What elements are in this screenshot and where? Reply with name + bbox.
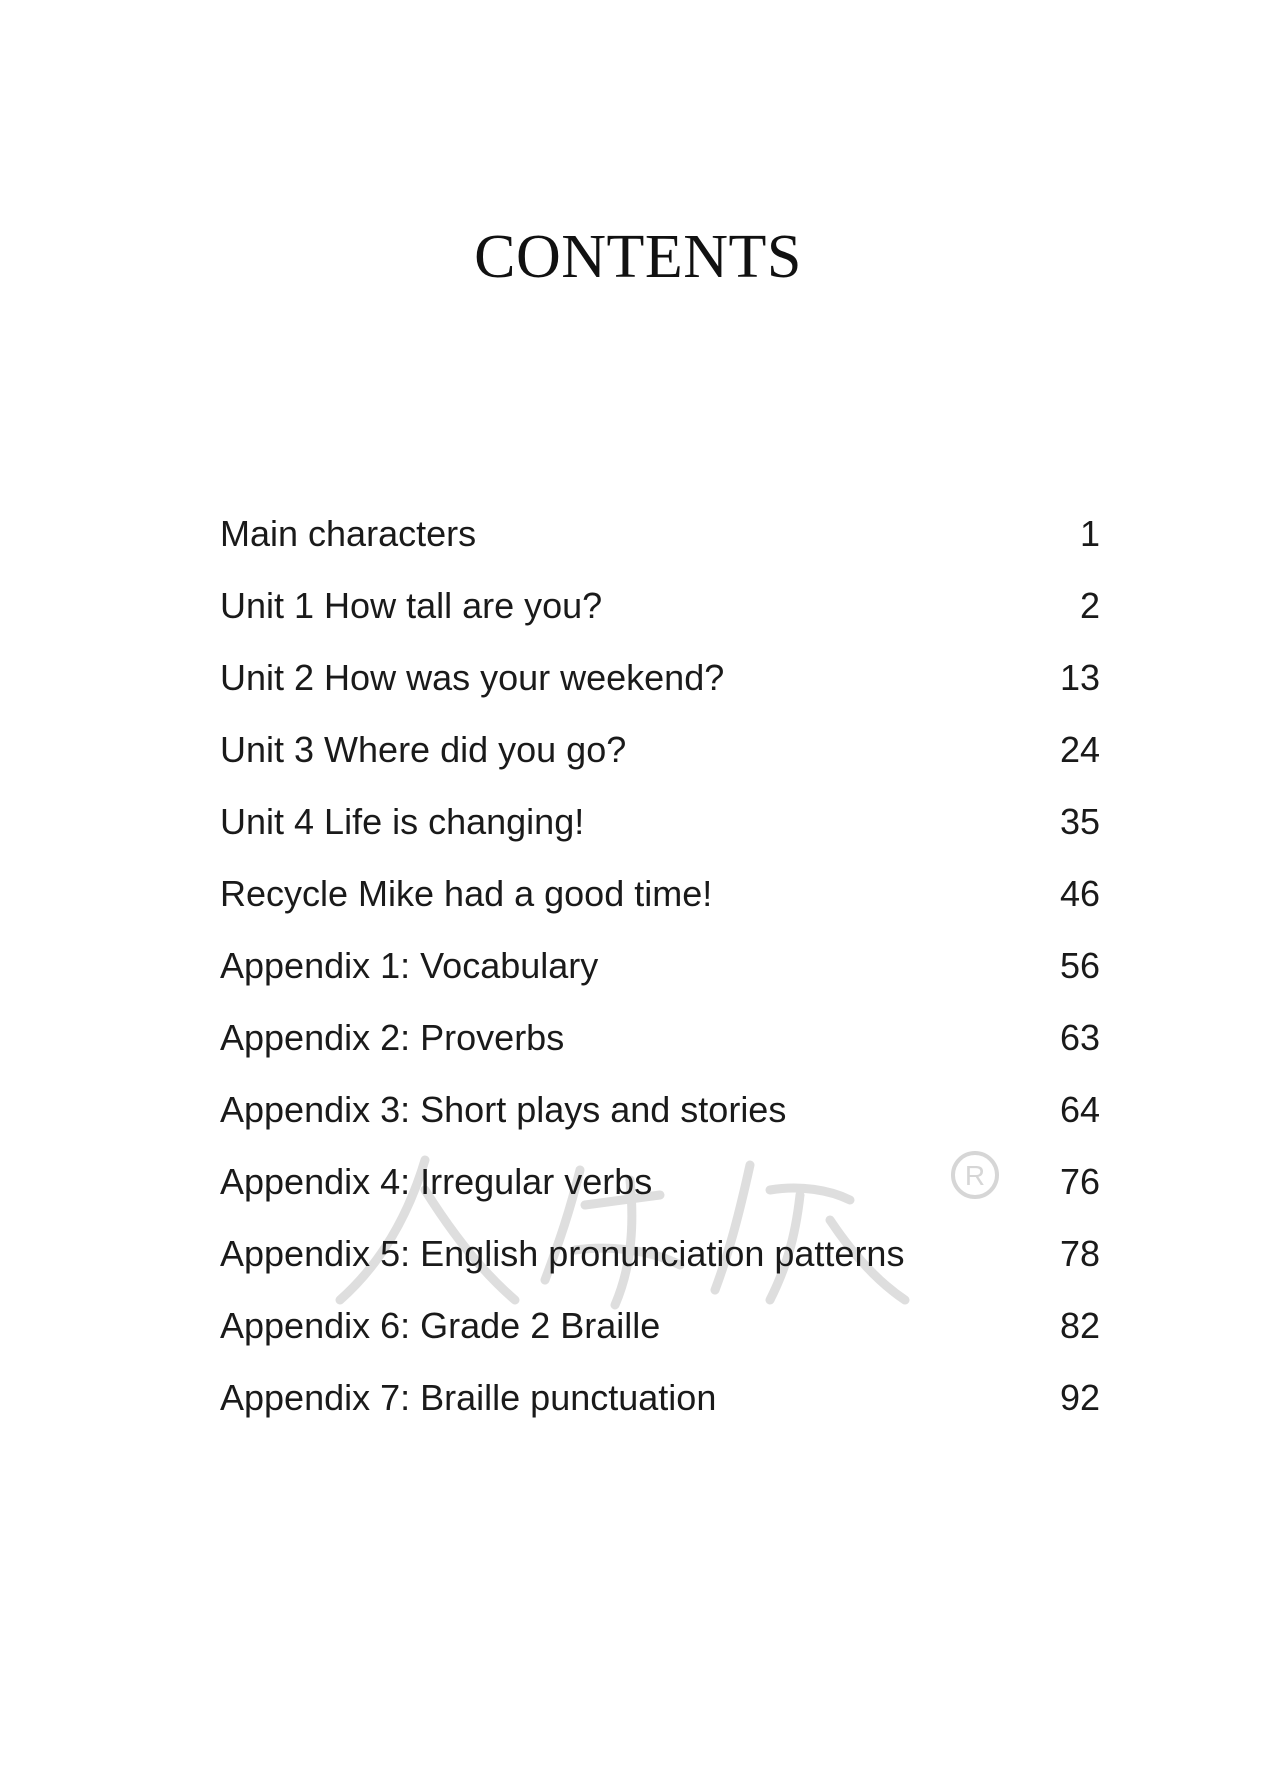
toc-entry-label: Appendix 2: Proverbs [220, 1017, 565, 1058]
toc-entry-appendix-7[interactable] [220, 1362, 1100, 1434]
toc-entry-page: 35 [1059, 801, 1100, 842]
toc-entry-label: Recycle Mike had a good time! [220, 873, 713, 914]
toc-entry-unit-2[interactable] [220, 642, 1100, 714]
toc-entry-page: 78 [1059, 1233, 1100, 1274]
svg-text:R: R [964, 1160, 986, 1191]
toc-entry-label: Appendix 7: Braille punctuation [220, 1377, 717, 1418]
toc-entry-unit-1[interactable] [220, 570, 1100, 642]
toc-entry-page: 46 [1059, 873, 1100, 914]
toc-entry-label: Appendix 3: Short plays and stories [220, 1089, 787, 1130]
toc-entry-appendix-2[interactable] [220, 1002, 1100, 1074]
toc-entry-label: Appendix 1: Vocabulary [220, 945, 599, 986]
toc-entry-unit-4[interactable] [220, 786, 1100, 858]
toc-entry-label: Appendix 5: English pronunciation patterns [220, 1233, 905, 1274]
toc-entry-appendix-5[interactable] [220, 1218, 1100, 1290]
toc-entry-label: Main characters [220, 513, 477, 554]
toc-entry-label: Appendix 6: Grade 2 Braille [220, 1305, 661, 1346]
toc-entry-page: 13 [1059, 657, 1100, 698]
toc-entry-page: 56 [1059, 945, 1100, 986]
toc-entry-label: Appendix 4: Irregular verbs [220, 1161, 653, 1202]
toc-entry-appendix-1[interactable] [220, 930, 1100, 1002]
table-of-contents [220, 498, 1100, 1434]
toc-entry-page: 24 [1059, 729, 1100, 770]
toc-entry-label: Unit 1 How tall are you? [220, 585, 603, 626]
toc-entry-page: 64 [1059, 1089, 1100, 1130]
toc-entry-unit-3[interactable] [220, 714, 1100, 786]
toc-entry-page: 63 [1059, 1017, 1100, 1058]
toc-entry-page: 1 [1079, 513, 1100, 554]
toc-entry-appendix-3[interactable] [220, 1074, 1100, 1146]
toc-entry-page: 76 [1059, 1161, 1100, 1202]
toc-entry-label: Unit 4 Life is changing! [220, 801, 585, 842]
toc-entry-label: Unit 3 Where did you go? [220, 729, 627, 770]
toc-entry-page: 82 [1059, 1305, 1100, 1346]
toc-entry-appendix-6[interactable] [220, 1290, 1100, 1362]
toc-entry-page: 2 [1079, 585, 1100, 626]
toc-entry-recycle[interactable] [220, 858, 1100, 930]
toc-entry-label: Unit 2 How was your weekend? [220, 657, 725, 698]
toc-entry-main-characters[interactable] [220, 498, 1100, 570]
toc-entry-page: 92 [1059, 1377, 1100, 1418]
page-title: CONTENTS [474, 223, 802, 291]
toc-entry-appendix-4[interactable] [220, 1146, 1100, 1218]
